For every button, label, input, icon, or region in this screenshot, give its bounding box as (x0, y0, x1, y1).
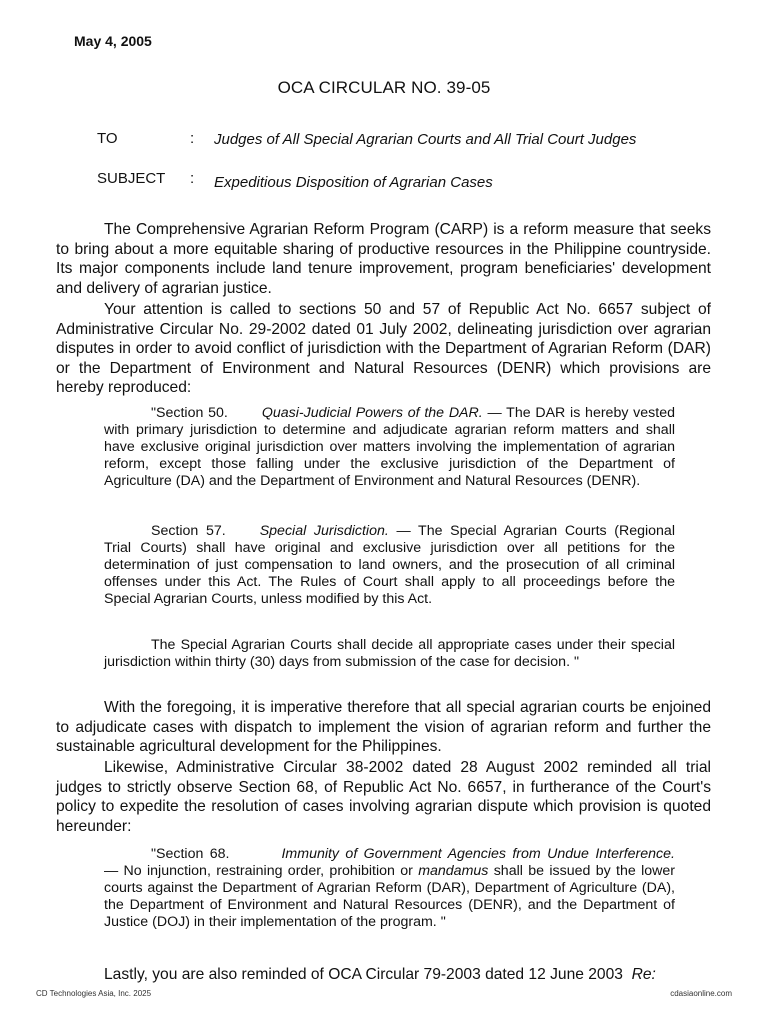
quote-section-50 (104, 405, 675, 490)
quote-section-68 (104, 846, 675, 931)
quote-section-57 (104, 523, 675, 608)
quote-section-68-text-a: — No injunction, restraining order, prohibition or (104, 863, 419, 880)
circular-title: OCA CIRCULAR NO. 39-05 (277, 78, 491, 97)
to-colon: : (190, 130, 195, 147)
document-date: May 4, 2005 (74, 33, 152, 49)
paragraph-carp-intro: The Comprehensive Agrarian Reform Program (CARP) is a reform measure that seeks to bring about a more equitable sharing of productive resources in the Philippine countryside. Its major components include land tenure improvement, program beneficiaries' development and delivery of agrarian justice. (56, 221, 711, 297)
paragraph-foregoing: With the foregoing, it is imperative therefore that all special agrarian courts be enjoined to adjudicate cases with dispatch to implement the vision of agrarian reform and further the sustainable agricultural development for the Philippines. (56, 699, 711, 756)
quote-section-68-number: "Section 68. (151, 846, 230, 862)
quote-section-68-heading: Immunity of Government Agencies from Undue Interference. (281, 846, 675, 862)
quote-section-50-heading: Quasi-Judicial Powers of the DAR. (261, 405, 483, 421)
footer-site-link[interactable]: cdasiaonline.com (670, 989, 732, 998)
paragraph-oca-79-2003-re: Re: (631, 966, 656, 983)
paragraph-oca-79-2003-text: Lastly, you are also reminded of OCA Circular 79-2003 dated 12 June 2003 (104, 966, 623, 983)
to-label: TO (97, 130, 118, 147)
quote-section-57-text: — The Special Agrarian Courts (Regional Trial Courts) shall have original and exclusive jurisdiction over all petitions for the determination of just compensation to land owners, and the prosecution of all criminal offenses under this Act. The Rules of Court shall apply to all proceedings before the Special Agrarian Courts, unless modified by this Act. (104, 523, 675, 608)
paragraph-jurisdiction-reminder: Your attention is called to sections 50 and 57 of Republic Act No. 6657 subject of Administrative Circular No. 29-2002 dated 01 July 2002, delineating jurisdiction over agrarian disputes in order to avoid conflict of jurisdiction with the Department of Agrarian Reform (DAR) or the Department of Environment and Natural Resources (DENR) which provisions are hereby reproduced: (56, 301, 711, 397)
quote-section-68-mandamus: mandamus (418, 863, 489, 880)
paragraph-oca-79-2003 (56, 965, 711, 985)
quote-section-50-number: "Section 50. (151, 405, 228, 421)
quote-section-57-number: Section 57. (151, 523, 226, 539)
quote-section-68-text-b: shall be issued by the lower courts against the Department of Agrarian Reform (DAR), Department of Agriculture (DA), the Department of Environment and Natural Resources (DENR), and the Department of Justice (DOJ) in their implementation of the program. " (104, 863, 675, 931)
paragraph-admin-circular-38: Likewise, Administrative Circular 38-2002 dated 28 August 2002 reminded all trial judges to strictly observe Section 68, of Republic Act No. 6657, in furtherance of the Court's policy to expedite the resolution of cases involving agrarian dispute which provision is quoted hereunder: (56, 759, 711, 835)
quote-section-57-continued: The Special Agrarian Courts shall decide all appropriate cases under their special jurisdiction within thirty (30) days from submission of the case for decision. " (104, 637, 675, 671)
quote-section-57-heading: Special Jurisdiction. (259, 523, 389, 539)
to-value: Judges of All Special Agrarian Courts and All Trial Court Judges (214, 131, 637, 148)
subject-label: SUBJECT (97, 170, 166, 187)
subject-value: Expeditious Disposition of Agrarian Cases (214, 174, 493, 191)
subject-colon: : (190, 170, 195, 187)
footer-copyright: CD Technologies Asia, Inc. 2025 (36, 989, 152, 998)
quote-section-50-text: — The DAR is hereby vested with primary jurisdiction to determine and adjudicate agrarian reform matters and shall have exclusive original jurisdiction over matters involving the implementation of agrarian reform, except those falling under the exclusive jurisdiction of the Department of Agriculture (DA) and the Department of Environment and Natural Resources (DENR). (104, 405, 675, 490)
